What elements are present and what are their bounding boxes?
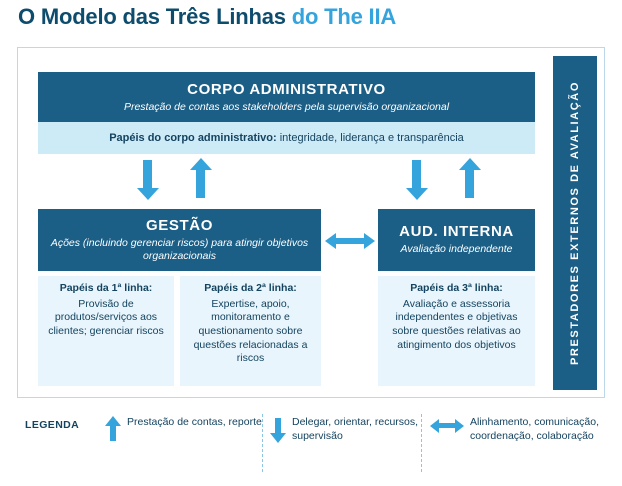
arrow-down-icon xyxy=(270,416,286,446)
governing-body-roles xyxy=(38,122,535,154)
third-line-roles-title: Papéis da 3ª linha: xyxy=(410,282,503,294)
legend-item-accountability-label: Prestação de contas, reporte xyxy=(127,416,262,428)
second-line-roles-text: Expertise, apoio, monitoramento e questionamento sobre questões relacionadas a riscos xyxy=(193,297,308,365)
first-line-roles-column xyxy=(38,276,174,386)
third-line-roles-column xyxy=(378,276,535,386)
page-title-part2: do The IIA xyxy=(291,4,397,29)
governing-body-title: CORPO ADMINISTRATIVO xyxy=(187,81,386,98)
arrow-double-horizontal-icon xyxy=(325,233,375,249)
arrow-up-icon xyxy=(105,416,121,446)
page-title xyxy=(18,4,396,30)
internal-audit-box xyxy=(378,209,535,271)
management-box xyxy=(38,209,321,271)
legend-item-alignment xyxy=(430,416,605,443)
management-title: GESTÃO xyxy=(146,216,213,234)
external-assurance-band xyxy=(553,56,597,390)
arrow-double-horizontal-legend-icon xyxy=(430,418,464,434)
governing-body-subtitle: Prestação de contas aos stakeholders pela supervisão organizacional xyxy=(123,101,450,113)
governing-body-roles-text: integridade, liderança e transparência xyxy=(276,132,464,144)
legend-item-alignment-label: Alinhamento, comunicação, coordenação, colaboração xyxy=(470,416,599,442)
legend-title: LEGENDA xyxy=(25,419,80,431)
governing-body-box xyxy=(38,72,535,122)
legend-item-delegation-label: Delegar, orientar, recursos, supervisão xyxy=(292,416,419,442)
internal-audit-title: AUD. INTERNA xyxy=(399,223,514,241)
legend-item-delegation xyxy=(270,416,425,446)
first-line-roles-title: Papéis da 1ª linha: xyxy=(59,282,153,294)
legend-item-accountability xyxy=(105,416,265,446)
external-assurance-label: PRESTADORES EXTERNOS DE AVALIAÇÃO xyxy=(568,80,581,366)
governing-body-roles-label: Papéis do corpo administrativo: xyxy=(109,132,277,144)
second-line-roles-title: Papéis da 2ª linha: xyxy=(204,282,297,294)
page-title-part1: O Modelo das Três Linhas xyxy=(18,4,292,29)
internal-audit-subtitle: Avaliação independente xyxy=(400,243,513,256)
third-line-roles-text: Avaliação e assessoria independentes e objetivas sobre questões relativas ao atingimento dos objetivos xyxy=(392,297,521,351)
legend xyxy=(17,408,605,480)
first-line-roles-text: Provisão de produtos/serviços aos clientes; gerenciar riscos xyxy=(48,297,164,337)
second-line-roles-column xyxy=(180,276,321,386)
management-subtitle: Ações (incluindo gerenciar riscos) para atingir objetivos organizacionais xyxy=(50,236,309,262)
